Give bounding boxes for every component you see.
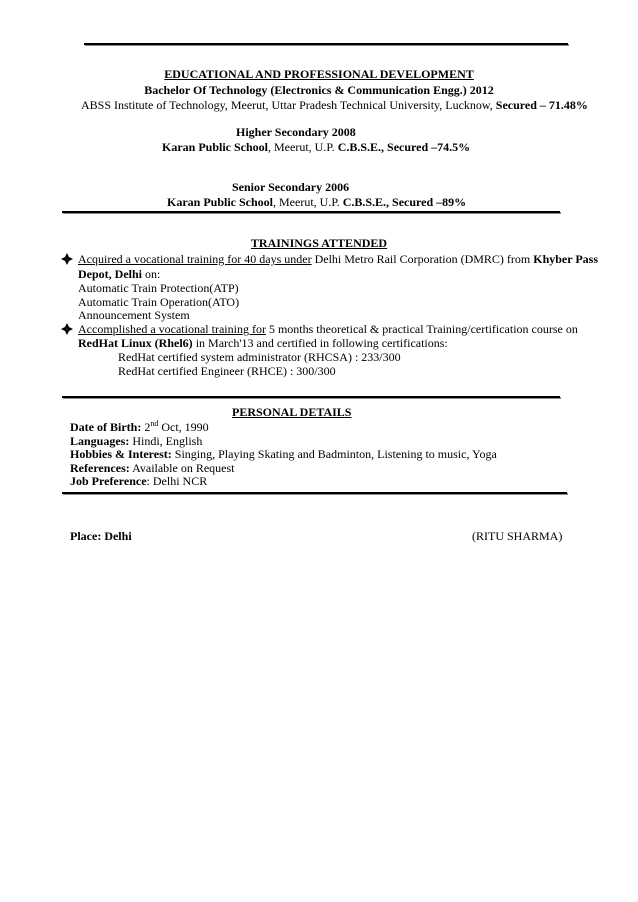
diamond-bullet-icon xyxy=(61,323,73,335)
education-heading: EDUCATIONAL AND PROFESSIONAL DEVELOPMENT xyxy=(164,67,474,81)
section-divider xyxy=(62,492,567,494)
training-item-1-line: Automatic Train Operation(ATO) xyxy=(78,295,240,309)
btech-institute: ABSS Institute of Technology, Meerut, Uttar Pradesh Technical University, Lucknow, Secured – 71.48% xyxy=(81,98,588,112)
training-item-1-org: Depot, Delhi on: xyxy=(78,267,161,281)
dob-line: Date of Birth: 2nd Oct, 1990 xyxy=(70,419,209,434)
training-item-2: Accomplished a vocational training for 5 months theoretical & practical Training/certification course on xyxy=(78,322,578,336)
place-label: Place: Delhi xyxy=(70,529,132,543)
btech-degree: Bachelor Of Technology (Electronics & Communication Engg.) 2012 xyxy=(144,83,494,97)
hsc-school-line: Karan Public School, Meerut, U.P. C.B.S.E., Secured –74.5% xyxy=(162,140,471,154)
section-divider xyxy=(62,211,560,213)
signature-name: (RITU SHARMA) xyxy=(472,529,563,543)
training-item-1-line: Automatic Train Protection(ATP) xyxy=(78,281,239,295)
training-item-2-course: RedHat Linux (Rhel6) in March'13 and certified in following certifications: xyxy=(78,336,448,350)
job-preference-line: Job Preference: Delhi NCR xyxy=(70,474,208,488)
btech-secured: Secured – 71.48% xyxy=(495,98,588,112)
certification-line: RedHat certified system administrator (RHCSA) : 233/300 xyxy=(118,350,401,364)
diamond-bullet-icon xyxy=(61,253,73,265)
hobbies-line: Hobbies & Interest: Singing, Playing Skating and Badminton, Listening to music, Yoga xyxy=(70,447,497,461)
ssc-title: Senior Secondary 2006 xyxy=(232,180,350,194)
hsc-title: Higher Secondary 2008 xyxy=(236,125,356,139)
training-item-1-line: Announcement System xyxy=(78,308,190,322)
references-line: References: Available on Request xyxy=(70,461,235,475)
certification-line: RedHat certified Engineer (RHCE) : 300/300 xyxy=(118,364,336,378)
languages-line: Languages: Hindi, English xyxy=(70,434,203,448)
ssc-school-line: Karan Public School, Meerut, U.P. C.B.S.E., Secured –89% xyxy=(167,195,467,209)
section-divider xyxy=(62,396,560,398)
personal-heading: PERSONAL DETAILS xyxy=(232,405,352,419)
section-divider xyxy=(84,43,568,45)
trainings-heading: TRAININGS ATTENDED xyxy=(250,236,388,250)
training-item-1: Acquired a vocational training for 40 days under Delhi Metro Rail Corporation (DMRC) from Khyber Pass xyxy=(78,252,599,266)
